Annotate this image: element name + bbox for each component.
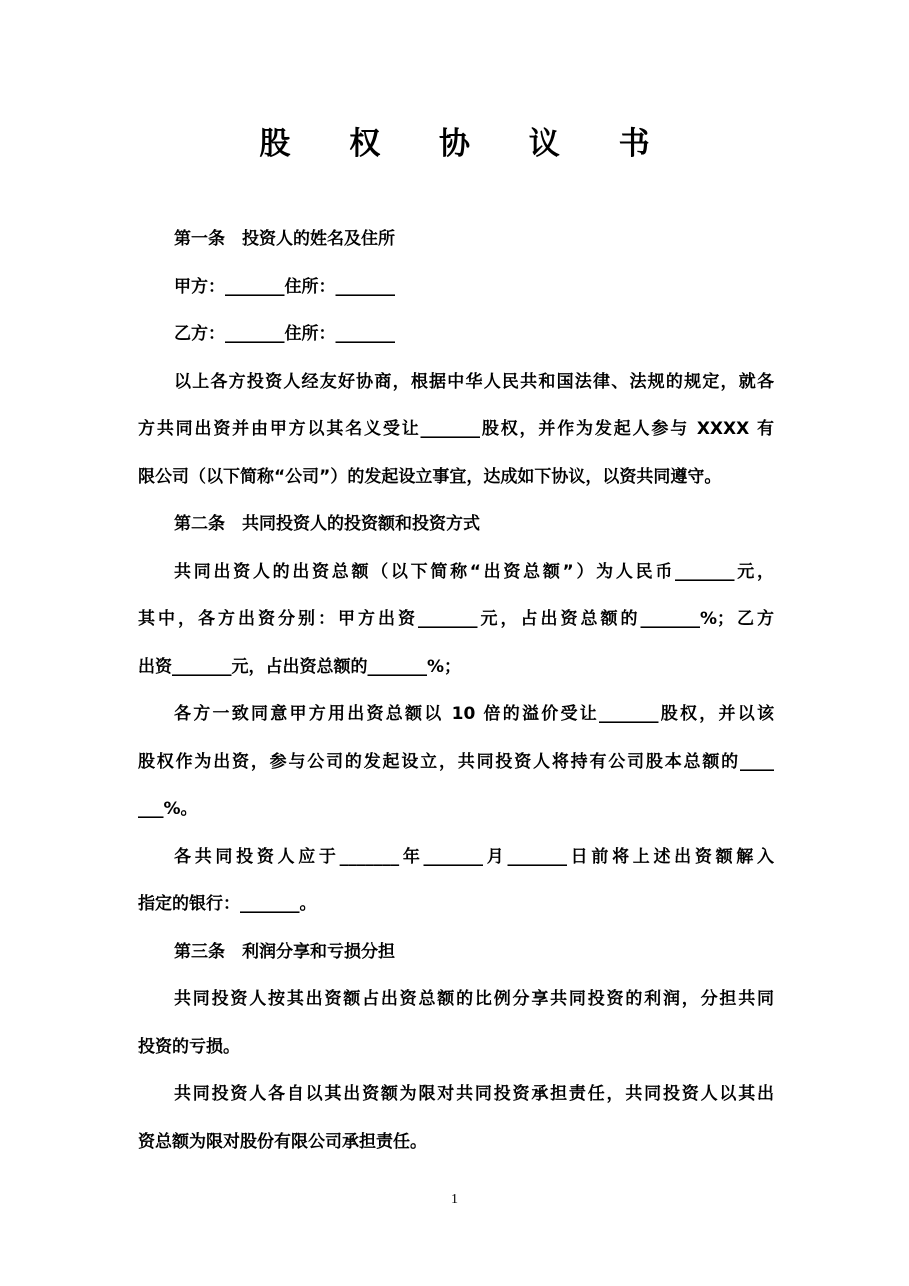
paragraph-line: 共同投资人按其出资额占出资总额的比例分享共同投资的利润，分担共同 [174,989,774,1009]
article-heading-3: 第三条 利润分享和亏损分担 [174,941,395,962]
paragraph-line: 限公司（以下简称“公司”）的发起设立事宜，达成如下协议，以资共同遵守。 [138,466,722,487]
document-title: 股 权 协 议 书 [259,126,674,162]
article-heading-2: 第二条 共同投资人的投资额和投资方式 [174,514,480,534]
paragraph-line: 各方一致同意甲方用出资总额以 10 倍的溢价受让_______股权，并以该 [174,704,774,724]
paragraph-line: 资总额为限对股份有限公司承担责任。 [138,1131,427,1152]
article-heading-1: 第一条 投资人的姓名及住所 [174,229,395,249]
paragraph-line: ___%。 [138,799,198,819]
paragraph-line: 股权作为出资，参与公司的发起设立，共同投资人将持有公司股本总额的____ [138,751,774,772]
paragraph-line: 各共同投资人应于_______年_______月_______日前将上述出资额解入 [174,846,774,867]
paragraph-line: 共同出资人的出资总额（以下简称“出资总额”）为人民币_______元， [174,561,774,582]
page-number: 1 [451,1192,458,1207]
document-body [138,216,774,1166]
paragraph-line: 指定的银行：_______。 [138,894,317,914]
paragraph-line: 出资_______元，占出资总额的_______%； [138,656,462,677]
paragraph-line: 其中，各方出资分别：甲方出资_______元，占出资总额的_______%；乙方 [138,609,774,629]
paragraph-line: 投资的亏损。 [138,1036,240,1057]
party-b-line: 乙方：_______住所：_______ [174,324,395,344]
paragraph-line: 方共同出资并由甲方以其名义受让_______股权，并作为发起人参与 XXXX 有 [138,419,774,439]
paragraph-line: 以上各方投资人经友好协商，根据中华人民共和国法律、法规的规定，就各 [174,371,774,392]
party-a-line: 甲方：_______住所：_______ [174,276,395,297]
paragraph-line: 共同投资人各自以其出资额为限对共同投资承担责任，共同投资人以其出 [174,1084,774,1104]
